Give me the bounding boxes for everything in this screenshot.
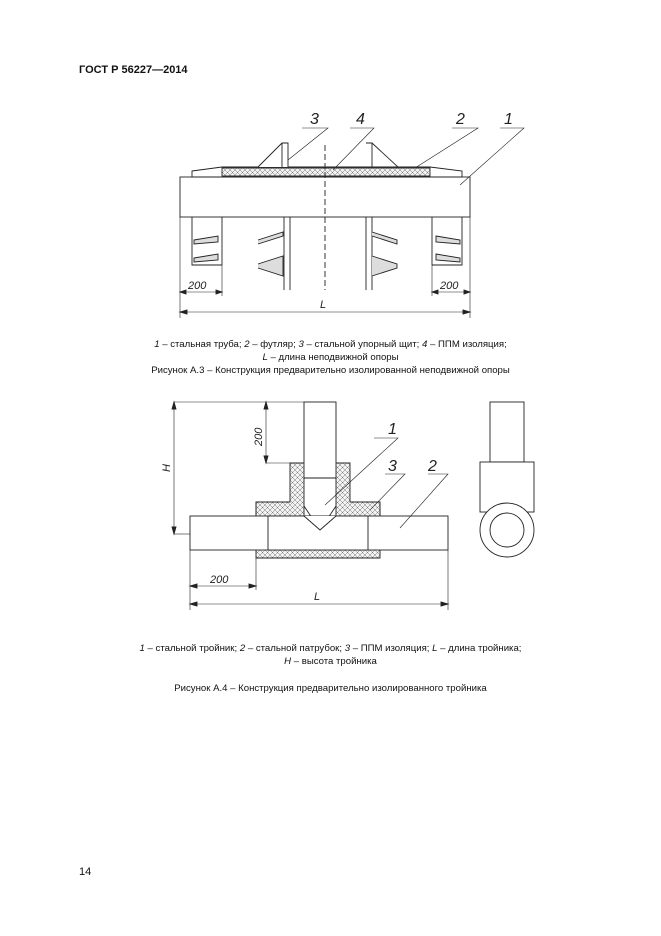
- a3-callout-3: 3: [310, 111, 319, 128]
- a4-callout-2: 2: [428, 458, 437, 475]
- legend-symbol: 3: [344, 643, 351, 654]
- legend-text: – стальной тройник;: [144, 643, 240, 654]
- legend-symbol: H: [284, 656, 292, 667]
- legend-text: – стальной патрубок;: [245, 643, 345, 654]
- a3-dim-right: 200: [440, 280, 459, 292]
- legend-text: – длина тройника;: [437, 643, 522, 654]
- document-header: ГОСТ Р 56227—2014: [79, 64, 188, 76]
- a4-dim-length: L: [314, 591, 321, 603]
- figure-a4-title: Рисунок А.4 – Конструкция предварительно изолированного тройника: [174, 683, 487, 694]
- figure-a4-legend-line1: [0, 642, 661, 655]
- legend-symbol: 4: [422, 339, 428, 350]
- figure-a3-title: Рисунок А.3 – Конструкция предварительно изолированной неподвижной опоры: [151, 365, 510, 376]
- legend-symbol: L: [262, 352, 268, 363]
- figure-a3-legend-line1: [0, 338, 661, 351]
- figure-a3-drawing: [180, 128, 524, 318]
- a3-shield-right: [366, 143, 398, 167]
- legend-text: – высота тройника: [291, 656, 377, 667]
- legend-text: – футляр;: [249, 339, 299, 350]
- a4-dim-height: H: [161, 464, 173, 472]
- legend-symbol: 3: [298, 339, 304, 350]
- legend-symbol: 2: [244, 339, 250, 350]
- a3-dim-left: 200: [188, 280, 207, 292]
- a3-dim-length: L: [320, 299, 327, 311]
- a4-callout-3: 3: [388, 458, 397, 475]
- figure-a4-legend-line2: [0, 655, 661, 668]
- legend-text: – ППМ изоляция;: [427, 339, 507, 350]
- a4-dim-left: 200: [210, 574, 229, 586]
- legend-symbol: L: [432, 643, 438, 654]
- a3-callout-2: 2: [456, 111, 465, 128]
- figure-a3-legend-line2: [0, 351, 661, 364]
- legend-text: – длина неподвижной опоры: [267, 352, 399, 363]
- a3-insulation: [222, 168, 430, 176]
- a3-callout-1: 1: [504, 111, 513, 128]
- legend-text: – стальной упорный щит;: [303, 339, 423, 350]
- a3-shield-left: [258, 143, 288, 167]
- legend-symbol: 2: [239, 643, 246, 654]
- legend-text: – стальная труба;: [159, 339, 245, 350]
- a4-callout-1: 1: [388, 421, 397, 438]
- legend-symbol: 1: [154, 339, 160, 350]
- legend-text: – ППМ изоляция;: [350, 643, 433, 654]
- legend-symbol: 1: [139, 643, 145, 654]
- a4-side-view: [480, 402, 534, 557]
- a3-callout-4: 4: [356, 111, 365, 128]
- a4-branch-pipe: [304, 402, 336, 516]
- page-number: 14: [79, 866, 92, 878]
- a4-dim-top: 200: [253, 427, 265, 446]
